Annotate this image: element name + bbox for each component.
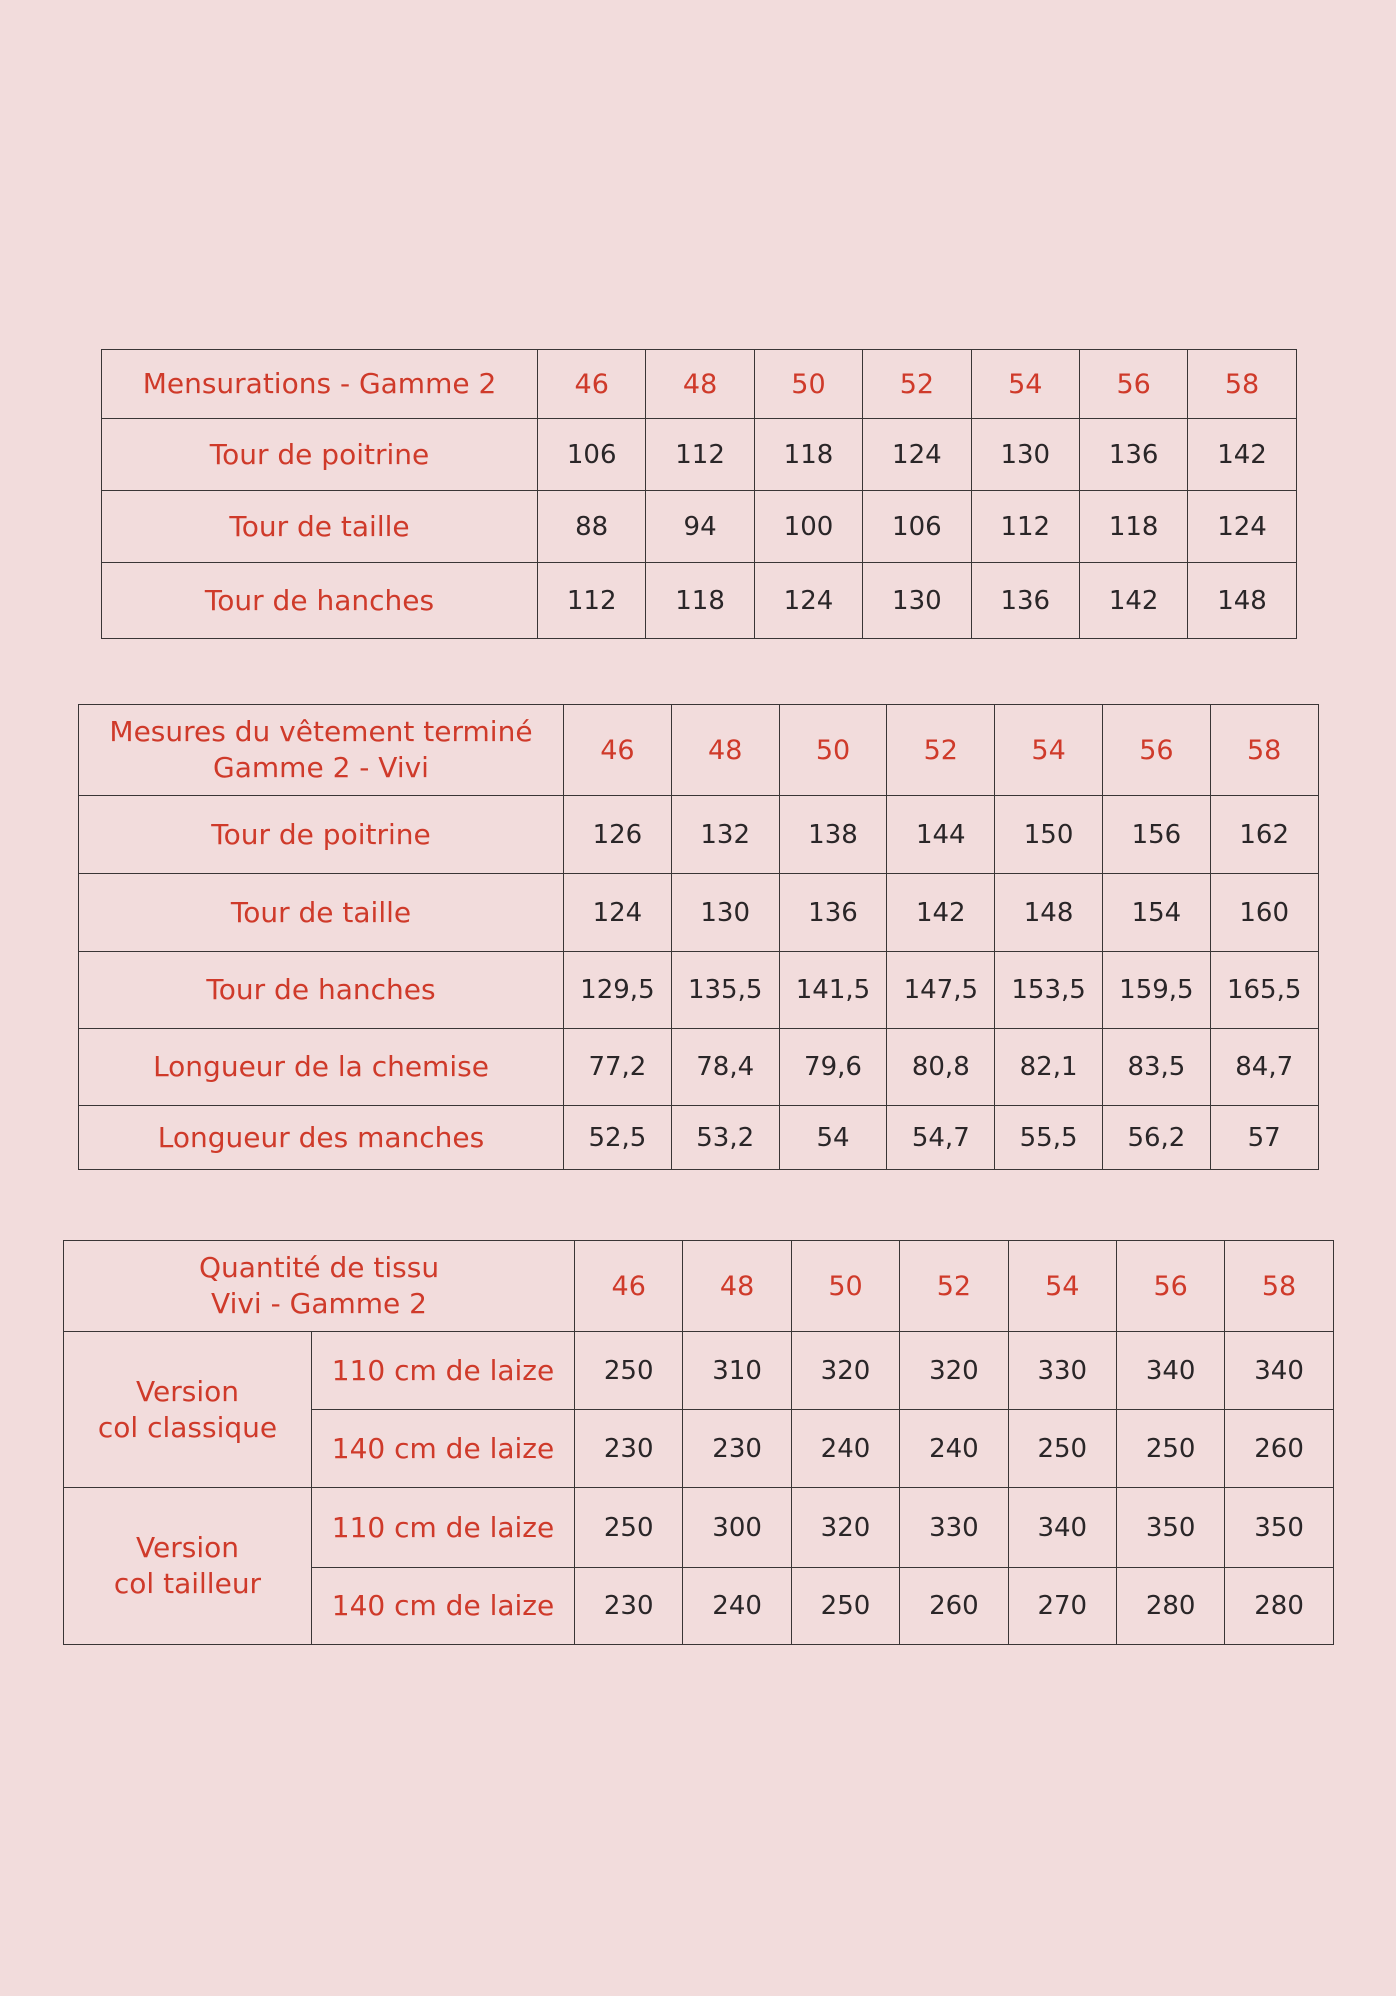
value-cell: 124 <box>1188 491 1296 563</box>
value-cell: 142 <box>887 874 995 952</box>
size-header: 48 <box>683 1241 791 1332</box>
size-header: 46 <box>564 705 672 796</box>
value-cell: 320 <box>900 1332 1008 1410</box>
value-cell: 53,2 <box>671 1106 779 1170</box>
value-cell: 147,5 <box>887 952 995 1029</box>
table-title <box>64 1241 575 1332</box>
value-cell: 124 <box>564 874 672 952</box>
value-cell: 340 <box>1116 1332 1224 1410</box>
value-cell: 148 <box>995 874 1103 952</box>
value-cell: 136 <box>1079 419 1187 491</box>
table-mensurations <box>101 349 1297 639</box>
value-cell: 230 <box>575 1568 683 1645</box>
value-cell: 136 <box>971 563 1079 639</box>
size-header: 56 <box>1116 1241 1224 1332</box>
group-label-line1: Version <box>136 1374 239 1408</box>
table-header-row <box>102 350 1297 419</box>
value-cell: 310 <box>683 1332 791 1410</box>
table-title-line2: Gamme 2 - Vivi <box>213 751 429 784</box>
size-header: 50 <box>779 705 887 796</box>
row-label: Tour de taille <box>102 491 538 563</box>
value-cell: 54,7 <box>887 1106 995 1170</box>
row-label: Tour de poitrine <box>102 419 538 491</box>
row-label: Tour de hanches <box>79 952 564 1029</box>
size-header: 52 <box>900 1241 1008 1332</box>
value-cell: 240 <box>791 1410 899 1488</box>
value-cell: 135,5 <box>671 952 779 1029</box>
size-header: 54 <box>971 350 1079 419</box>
row-label: Longueur des manches <box>79 1106 564 1170</box>
value-cell: 130 <box>671 874 779 952</box>
table-title <box>79 705 564 796</box>
table-row <box>79 796 1319 874</box>
size-header: 52 <box>887 705 995 796</box>
value-cell: 144 <box>887 796 995 874</box>
value-cell: 57 <box>1210 1106 1318 1170</box>
row-label: Tour de taille <box>79 874 564 952</box>
size-header: 46 <box>538 350 646 419</box>
value-cell: 88 <box>538 491 646 563</box>
size-header: 54 <box>995 705 1103 796</box>
value-cell: 153,5 <box>995 952 1103 1029</box>
value-cell: 79,6 <box>779 1029 887 1106</box>
value-cell: 142 <box>1079 563 1187 639</box>
value-cell: 156 <box>1102 796 1210 874</box>
value-cell: 320 <box>791 1332 899 1410</box>
table-row <box>64 1488 1334 1568</box>
value-cell: 112 <box>538 563 646 639</box>
value-cell: 230 <box>683 1410 791 1488</box>
value-cell: 250 <box>1116 1410 1224 1488</box>
value-cell: 250 <box>1008 1410 1116 1488</box>
value-cell: 160 <box>1210 874 1318 952</box>
table-row <box>102 491 1297 563</box>
size-header: 58 <box>1210 705 1318 796</box>
value-cell: 300 <box>683 1488 791 1568</box>
value-cell: 141,5 <box>779 952 887 1029</box>
value-cell: 280 <box>1225 1568 1333 1645</box>
size-header: 54 <box>1008 1241 1116 1332</box>
value-cell: 84,7 <box>1210 1029 1318 1106</box>
value-cell: 230 <box>575 1410 683 1488</box>
value-cell: 78,4 <box>671 1029 779 1106</box>
table-title-line2: Vivi - Gamme 2 <box>211 1287 427 1320</box>
value-cell: 55,5 <box>995 1106 1103 1170</box>
table-vetement <box>78 704 1319 1170</box>
value-cell: 260 <box>900 1568 1008 1645</box>
table-row <box>79 952 1319 1029</box>
value-cell: 350 <box>1225 1488 1333 1568</box>
group-label-line1: Version <box>136 1531 239 1564</box>
value-cell: 130 <box>971 419 1079 491</box>
value-cell: 94 <box>646 491 754 563</box>
value-cell: 162 <box>1210 796 1318 874</box>
size-header: 58 <box>1225 1241 1333 1332</box>
value-cell: 124 <box>754 563 862 639</box>
row-label: Longueur de la chemise <box>79 1029 564 1106</box>
size-header: 56 <box>1102 705 1210 796</box>
value-cell: 330 <box>900 1488 1008 1568</box>
value-cell: 320 <box>791 1488 899 1568</box>
value-cell: 124 <box>863 419 971 491</box>
value-cell: 118 <box>1079 491 1187 563</box>
group-label <box>64 1332 312 1488</box>
row-label: 110 cm de laize <box>312 1332 575 1410</box>
value-cell: 136 <box>779 874 887 952</box>
value-cell: 106 <box>863 491 971 563</box>
group-label-line2: col tailleur <box>113 1567 262 1600</box>
value-cell: 106 <box>538 419 646 491</box>
value-cell: 118 <box>754 419 862 491</box>
table-row <box>79 1029 1319 1106</box>
size-header: 50 <box>791 1241 899 1332</box>
table-row <box>102 419 1297 491</box>
value-cell: 148 <box>1188 563 1296 639</box>
row-label: Tour de poitrine <box>79 796 564 874</box>
size-header: 50 <box>754 350 862 419</box>
value-cell: 250 <box>575 1488 683 1568</box>
value-cell: 112 <box>646 419 754 491</box>
value-cell: 340 <box>1225 1332 1333 1410</box>
value-cell: 80,8 <box>887 1029 995 1106</box>
value-cell: 280 <box>1116 1568 1224 1645</box>
value-cell: 126 <box>564 796 672 874</box>
table-row <box>102 563 1297 639</box>
size-header: 48 <box>646 350 754 419</box>
value-cell: 150 <box>995 796 1103 874</box>
table-header-row <box>64 1241 1334 1332</box>
value-cell: 260 <box>1225 1410 1333 1488</box>
value-cell: 159,5 <box>1102 952 1210 1029</box>
value-cell: 270 <box>1008 1568 1116 1645</box>
group-label <box>64 1488 312 1645</box>
value-cell: 350 <box>1116 1488 1224 1568</box>
value-cell: 129,5 <box>564 952 672 1029</box>
value-cell: 240 <box>683 1568 791 1645</box>
size-header: 58 <box>1188 350 1296 419</box>
value-cell: 154 <box>1102 874 1210 952</box>
value-cell: 118 <box>646 563 754 639</box>
row-label: 140 cm de laize <box>312 1568 575 1645</box>
value-cell: 250 <box>791 1568 899 1645</box>
row-label: 110 cm de laize <box>312 1488 575 1568</box>
value-cell: 132 <box>671 796 779 874</box>
value-cell: 142 <box>1188 419 1296 491</box>
value-cell: 83,5 <box>1102 1029 1210 1106</box>
table-row <box>79 874 1319 952</box>
size-header: 46 <box>575 1241 683 1332</box>
value-cell: 77,2 <box>564 1029 672 1106</box>
row-label: Tour de hanches <box>102 563 538 639</box>
table-row <box>79 1106 1319 1170</box>
size-header: 52 <box>863 350 971 419</box>
table-tissu <box>63 1240 1334 1645</box>
table-header-row <box>79 705 1319 796</box>
value-cell: 52,5 <box>564 1106 672 1170</box>
size-header: 48 <box>671 705 779 796</box>
value-cell: 138 <box>779 796 887 874</box>
table-title-line1: Quantité de tissu <box>198 1251 440 1284</box>
row-label: 140 cm de laize <box>312 1410 575 1488</box>
group-label-line2: col classique <box>97 1410 278 1444</box>
value-cell: 56,2 <box>1102 1106 1210 1170</box>
value-cell: 240 <box>900 1410 1008 1488</box>
value-cell: 250 <box>575 1332 683 1410</box>
table-title: Mensurations - Gamme 2 <box>102 350 538 419</box>
table-row <box>64 1332 1334 1410</box>
value-cell: 54 <box>779 1106 887 1170</box>
value-cell: 112 <box>971 491 1079 563</box>
value-cell: 165,5 <box>1210 952 1318 1029</box>
value-cell: 130 <box>863 563 971 639</box>
size-header: 56 <box>1079 350 1187 419</box>
table-title-line1: Mesures du vêtement terminé <box>109 715 533 748</box>
value-cell: 340 <box>1008 1488 1116 1568</box>
value-cell: 330 <box>1008 1332 1116 1410</box>
value-cell: 82,1 <box>995 1029 1103 1106</box>
value-cell: 100 <box>754 491 862 563</box>
